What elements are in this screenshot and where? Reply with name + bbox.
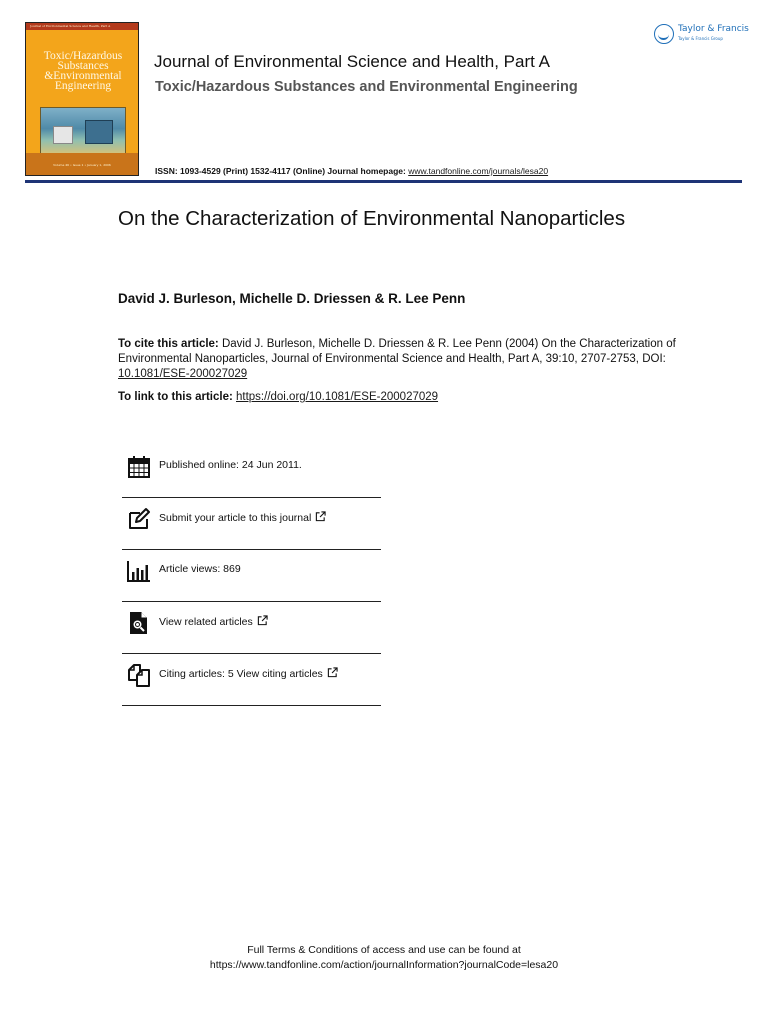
journal-homepage-link[interactable]: www.tandfonline.com/journals/lesa20 [408,166,549,176]
cite-label: To cite this article: [118,338,219,350]
submit-article-label: Submit your article to this journal [159,512,312,524]
cover-bottom-line: Volume 46 • Issue 1 • January 1, 2006 [53,163,111,167]
citation-block [118,337,678,382]
journal-cover-image [25,22,139,176]
submit-article-link[interactable] [159,511,326,524]
bar-chart-icon [127,559,151,583]
footer-terms [0,943,768,973]
header-divider [25,180,742,183]
published-date: Published online: 24 Jun 2011. [159,459,302,471]
info-published [122,446,381,498]
article-views: Article views: 869 [159,563,241,575]
related-articles-link[interactable] [159,615,268,628]
cover-photo-equipment [85,120,113,144]
calendar-icon [127,455,151,479]
footer-terms-link[interactable]: https://www.tandfonline.com/action/journalInformation?journalCode=lesa20 [209,959,559,971]
issn-label: ISSN: 1093-4529 (Print) 1532-4117 (Online) Journal homepage: [155,166,409,176]
cite-text: David J. Burleson, Michelle D. Driessen & R. Lee Penn (2004) On the Characterization of Environmental Nanoparticles, Journal of Environmental Science and Health, Part A, 39:10, 2707-2753, DOI: [118,338,676,365]
cover-title-line: Substances [57,60,109,72]
doi-link[interactable]: 10.1081/ESE-200027029 [118,368,248,380]
citing-articles-icon [127,663,151,687]
publisher-group: Taylor & Francis Group [678,36,723,41]
cover-title-line: Engineering [54,80,112,92]
info-citing-articles[interactable] [122,654,381,706]
info-article-views [122,550,381,602]
citing-articles-label: Citing articles: 5 View citing articles [159,668,323,680]
article-info-list [122,446,381,706]
external-link-icon [327,667,338,678]
article-url-link[interactable]: https://doi.org/10.1081/ESE-200027029 [236,391,439,403]
link-label: To link to this article: [118,391,236,403]
journal-subtitle: Toxic/Hazardous Substances and Environmental Engineering [155,79,578,95]
edit-icon [127,507,151,531]
footer-line: Full Terms & Conditions of access and use can be found at [247,944,521,956]
issn-line [155,166,548,176]
related-articles-label: View related articles [159,616,253,628]
taylor-francis-logo-icon [654,24,674,44]
article-title: On the Characterization of Environmental Nanoparticles [118,207,626,230]
cover-photo [40,107,126,155]
cover-top-strip [26,23,138,30]
cover-top-line: Journal of Environmental Science and Health, Part A [30,24,111,28]
cover-title [32,51,134,91]
publisher-logo[interactable] [654,22,749,48]
info-submit-article[interactable] [122,498,381,550]
external-link-icon [315,511,326,522]
cover-title-line: &Environmental [44,70,122,82]
citing-articles-link[interactable] [159,667,338,680]
journal-title: Journal of Environmental Science and Health, Part A [154,52,550,71]
cover-title-line: Toxic/Hazardous [43,50,123,62]
link-to-article [118,391,678,403]
article-authors: David J. Burleson, Michelle D. Driessen & R. Lee Penn [118,291,466,306]
cover-photo-building [53,126,73,144]
info-related-articles[interactable] [122,602,381,654]
external-link-icon [257,615,268,626]
search-document-icon [127,611,151,635]
publisher-name: Taylor & Francis [678,24,749,34]
